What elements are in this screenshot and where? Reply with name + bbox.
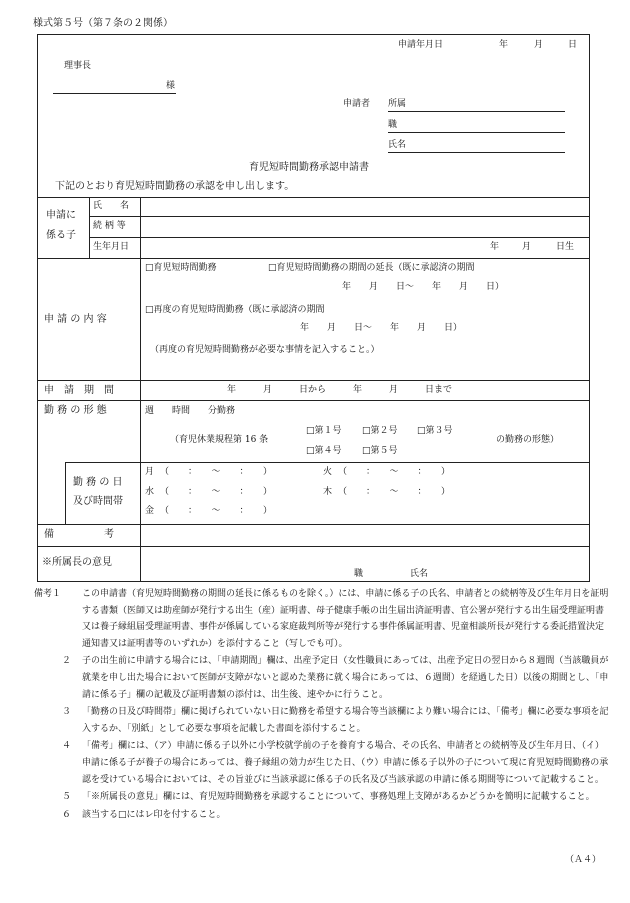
day-fri-time: （ ： ～ ： ） xyxy=(160,506,278,516)
note-number: ３ xyxy=(62,707,72,718)
day-wed-time: （ ： ～ ： ） xyxy=(160,487,278,497)
checkbox-item-5[interactable]: □第５号 xyxy=(362,446,398,456)
application-date-day: 日 xyxy=(568,40,578,50)
day-wed-label: 水 xyxy=(145,487,155,497)
note-text: 子の出生前に申請する場合には、「申請期間」欄は、出産予定日（女性職員にあっては、出産予定日の翌日から８週間（当該職員が就業を申し出た場合において医師が支障がないと認めた業務に就く場合にあっては、６週間）を経過した日）以後の期間とし、「申請に係る子」欄の記載及び証明書類の添付は、出生後、速やかに行うこと。 xyxy=(82,656,609,700)
applicant-affiliation-label: 所属 xyxy=(388,99,407,109)
application-date-year: 年 xyxy=(499,40,509,50)
note-number: ５ xyxy=(62,792,72,803)
note-text: 「勤務の日及び時間帯」欄に掲げられていない日に勤務を希望する場合等当該欄により難い場合には、「備考」欄に必要な事項を記入するか、「別紙」として必要な事項を記載した書面を添付すること。 xyxy=(82,707,609,734)
option-extension[interactable]: □育児短時間勤務の期間の延長（既に承認済の期間 xyxy=(268,263,475,273)
note-item xyxy=(34,738,612,788)
day-thu-time: （ ： ～ ： ） xyxy=(338,487,456,497)
note-number: ６ xyxy=(62,809,72,820)
option-again[interactable]: □再度の育児短時間勤務（既に承認済の期間 xyxy=(145,305,325,315)
day-tue-time: （ ： ～ ： ） xyxy=(338,467,456,477)
applicant-position-label: 職 xyxy=(388,120,398,130)
work-style-suffix: の勤務の形態） xyxy=(496,435,560,445)
note-item xyxy=(34,704,612,737)
manager-name: 氏名 xyxy=(410,569,429,579)
day-mon-label: 月 xyxy=(145,467,155,477)
child-name-label: 氏 名 xyxy=(93,201,130,211)
period-value: 年 月 日から 年 月 日まで xyxy=(227,385,453,395)
again-period: 年 月 日～ 年 月 日） xyxy=(300,323,463,333)
note-number: ４ xyxy=(62,741,72,752)
child-group-label-2: 係る子 xyxy=(46,230,76,241)
checkbox-item-2[interactable]: □第２号 xyxy=(362,426,398,436)
intro-text: 下記のとおり育児短時間勤務の承認を申し出します。 xyxy=(55,181,295,192)
position-field[interactable] xyxy=(388,132,565,133)
notes-list xyxy=(34,586,612,824)
note-item xyxy=(34,807,612,824)
addressee-title: 理事長 xyxy=(64,61,92,71)
name-field[interactable] xyxy=(388,152,565,153)
weekly-hours: 週 時間 分勤務 xyxy=(145,406,236,416)
note-item xyxy=(34,789,612,806)
note-number: 備考１ xyxy=(34,589,62,599)
period-label: 申 請 期 間 xyxy=(44,385,114,396)
child-relation-label: 続 柄 等 xyxy=(93,221,126,231)
day-fri-label: 金 xyxy=(145,506,155,516)
note-text: 「備考」欄には、（ア）申請に係る子以外に小学校就学前の子を養育する場合、その氏名、申請者との続柄等及び生年月日、（イ）申請に係る子が養子の場合にあっては、養子縁組の効力が生じた日、（ウ）申請に係る子以外の子について現に育児短時間勤務の承認を受けている場合においては、その旨並びに当該承認に係る子の氏名及び当該承認の申請に係る期間等について記載すること。 xyxy=(82,741,609,785)
reason-instruction: （再度の育児短時間勤務が必要な事情を記入すること。） xyxy=(150,345,380,355)
note-item xyxy=(34,653,612,703)
checkbox-item-1[interactable]: □第１号 xyxy=(306,426,342,436)
option-short-time-work[interactable]: □育児短時間勤務 xyxy=(145,263,217,273)
form-title: 育児短時間勤務承認申請書 xyxy=(249,162,369,173)
birth-day: 日生 xyxy=(556,242,575,252)
hours-label-2: 及び時間帯 xyxy=(73,496,123,507)
applicant-label: 申請者 xyxy=(343,99,371,109)
form-id: 様式第５号（第７条の２関係） xyxy=(33,18,173,29)
manager-label: ※所属長の意見 xyxy=(42,557,112,568)
affiliation-field[interactable] xyxy=(388,111,565,112)
application-date-month: 月 xyxy=(534,40,544,50)
addressee-line[interactable] xyxy=(53,93,176,94)
day-mon-time: （ ： ～ ： ） xyxy=(160,467,278,477)
day-tue-label: 火 xyxy=(323,467,333,477)
applicant-name-label: 氏名 xyxy=(388,140,407,150)
note-number: ２ xyxy=(62,656,72,667)
hours-label-1: 勤 務 の 日 xyxy=(73,477,123,488)
day-thu-label: 木 xyxy=(323,487,333,497)
checkbox-item-4[interactable]: □第４号 xyxy=(306,446,342,456)
note-text: 該当する□にはレ印を付すること。 xyxy=(82,809,226,820)
rule-reference: （育児休業規程第 16 条 xyxy=(170,435,269,445)
checkbox-item-3[interactable]: □第３号 xyxy=(417,426,453,436)
paper-size: （Ａ４） xyxy=(565,855,602,865)
note-item xyxy=(34,586,612,652)
manager-position: 職 xyxy=(354,569,364,579)
child-group-label-1: 申請に xyxy=(46,210,76,221)
remarks-label: 備 考 xyxy=(44,529,114,540)
birth-year: 年 xyxy=(490,242,500,252)
content-label: 申 請 の 内 容 xyxy=(44,314,107,325)
work-style-label: 勤 務 の 形 態 xyxy=(44,405,107,416)
note-text: 「※所属長の意見」欄には、育児短時間勤務を承認することについて、事務処理上支障があるかどうかを簡明に記載すること。 xyxy=(82,792,595,803)
note-text: この申請書（育児短時間勤務の期間の延長に係るものを除く。）には、申請に係る子の氏名、申請者との続柄等及び生年月日を証明する書類（医師又は助産師が発行する出生（産）証明書、母子健康手帳の出生届出済証明書、官公署が発行する出生届受理証明書又は養子縁組届受理証明書、事件が係属している家庭裁判所等が発行する事件係属証明書、児童相談所長が発行する委託措置決定通知書又は証明書等のいずれか）を添付すること（写しでも可）。 xyxy=(82,589,609,649)
application-date-label: 申請年月日 xyxy=(398,40,444,50)
addressee-honorific: 様 xyxy=(166,81,176,91)
child-birthdate-label: 生年月日 xyxy=(93,242,130,252)
birth-month: 月 xyxy=(522,242,532,252)
extension-period: 年 月 日～ 年 月 日） xyxy=(342,282,505,292)
